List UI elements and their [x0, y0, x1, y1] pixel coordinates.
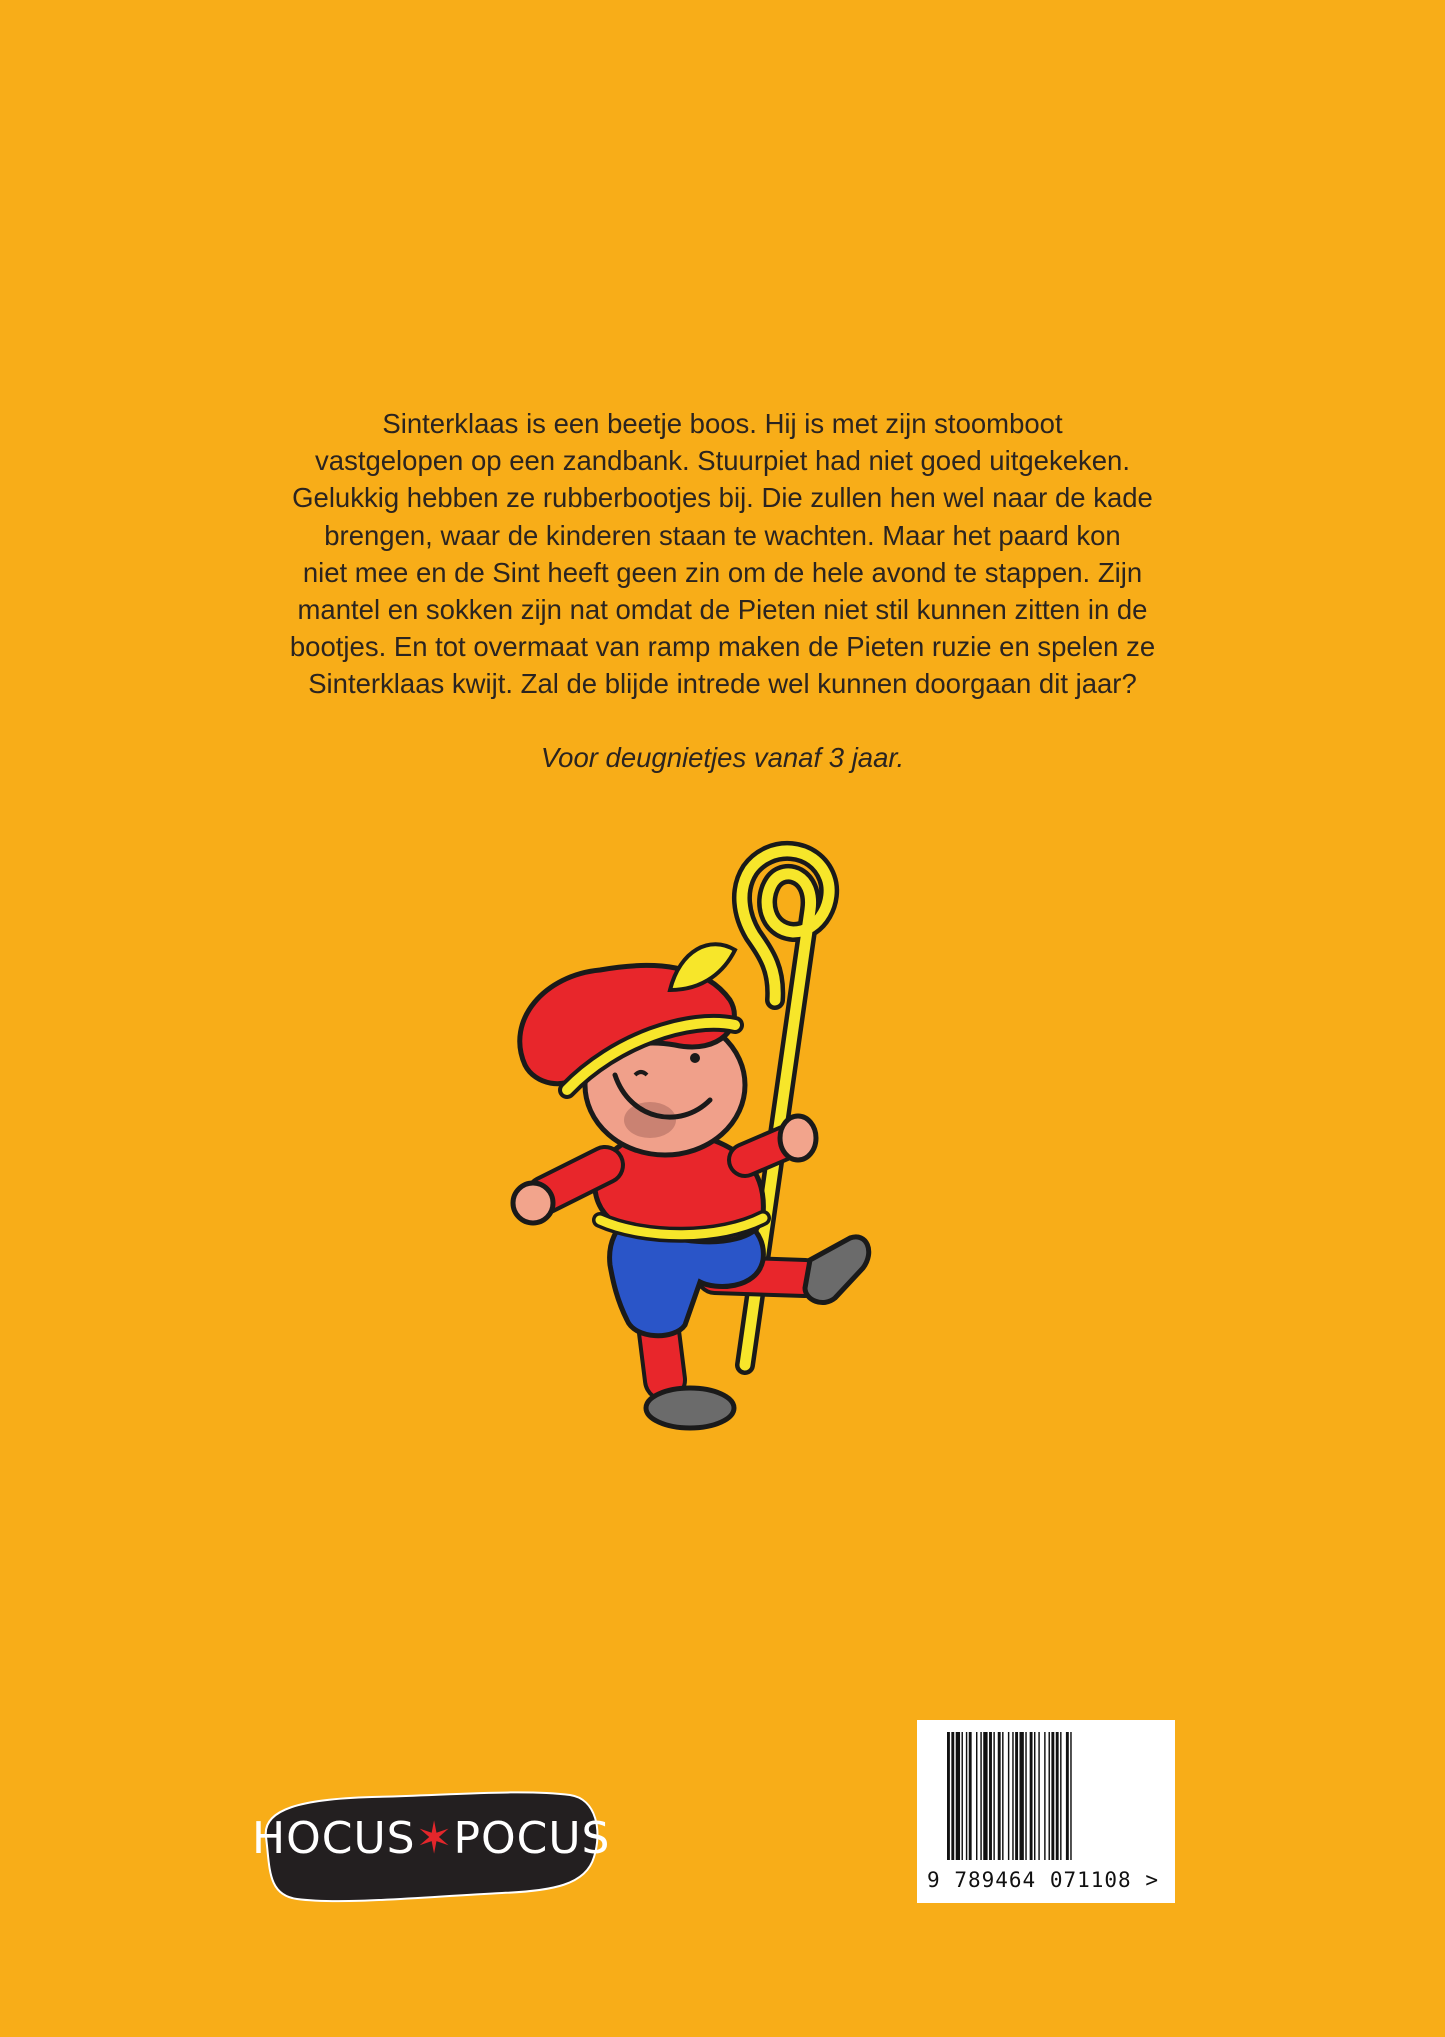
- blurb-line: bootjes. En tot overmaat van ramp maken de Pieten ruzie en spelen ze: [289, 631, 1156, 663]
- blurb-line: vastgelopen op een zandbank. Stuurpiet had niet goed uitgekeken.: [315, 445, 1130, 477]
- barcode-bar: [1030, 1732, 1033, 1860]
- blurb-line: Sinterklaas kwijt. Zal de blijde intrede wel kunnen doorgaan dit jaar?: [308, 668, 1137, 700]
- age-recommendation: Voor deugnietjes vanaf 3 jaar.: [540, 742, 905, 773]
- barcode-bar: [956, 1732, 960, 1860]
- barcode-bar: [998, 1732, 1001, 1860]
- barcode-bar: [1066, 1732, 1069, 1860]
- barcode-bar: [1002, 1732, 1003, 1860]
- blurb-text: [240, 405, 1205, 703]
- barcode-bar: [947, 1732, 950, 1860]
- barcode-bar: [976, 1732, 977, 1860]
- barcode-bar: [966, 1732, 967, 1860]
- barcode-bar: [1025, 1732, 1026, 1860]
- blurb-line: Gelukkig hebben ze rubberbootjes bij. Die zullen hen wel naar de kade: [292, 482, 1153, 514]
- barcode-bar: [1070, 1732, 1071, 1860]
- barcode-bars: [947, 1732, 1147, 1877]
- barcode-bar: [1015, 1732, 1018, 1860]
- barcode-bar: [989, 1732, 992, 1860]
- barcode-bar: [1051, 1732, 1054, 1860]
- barcode-bar: [951, 1732, 954, 1860]
- blurb-line: Sinterklaas is een beetje boos. Hij is met zijn stoomboot: [382, 408, 1063, 439]
- blurb-line: brengen, waar de kinderen staan te wachten. Maar het paard kon: [324, 519, 1121, 551]
- star-icon: ✶: [415, 1813, 454, 1864]
- barcode-bar: [1044, 1732, 1045, 1860]
- piet-character-illustration: [505, 820, 875, 1440]
- publisher-name: HOCUS✶POCUS: [252, 1813, 611, 1864]
- barcode-bar: [993, 1732, 994, 1860]
- barcode-bar: [1008, 1732, 1009, 1860]
- blurb-line: mantel en sokken zijn nat omdat de Pieten niet stil kunnen zitten in de: [297, 594, 1148, 626]
- blurb-line: niet mee en de Sint heeft geen zin om de hele avond te stappen. Zijn: [302, 556, 1143, 588]
- barcode-bar: [1020, 1732, 1024, 1860]
- barcode-bar: [962, 1732, 963, 1860]
- barcode-bar: [1060, 1732, 1061, 1860]
- isbn-barcode: [917, 1720, 1175, 1903]
- barcode-bar: [1049, 1732, 1050, 1860]
- isbn-number: 9 789464 071108 >: [927, 1868, 1159, 1892]
- barcode-bar: [1012, 1732, 1013, 1860]
- barcode-bar: [969, 1732, 972, 1860]
- barcode-bar: [1034, 1732, 1035, 1860]
- publisher-logo: [252, 1787, 611, 1905]
- barcode-bar: [1038, 1732, 1039, 1860]
- barcode-bar: [1056, 1732, 1059, 1860]
- barcode-bar: [983, 1732, 987, 1860]
- barcode-bar: [980, 1732, 981, 1860]
